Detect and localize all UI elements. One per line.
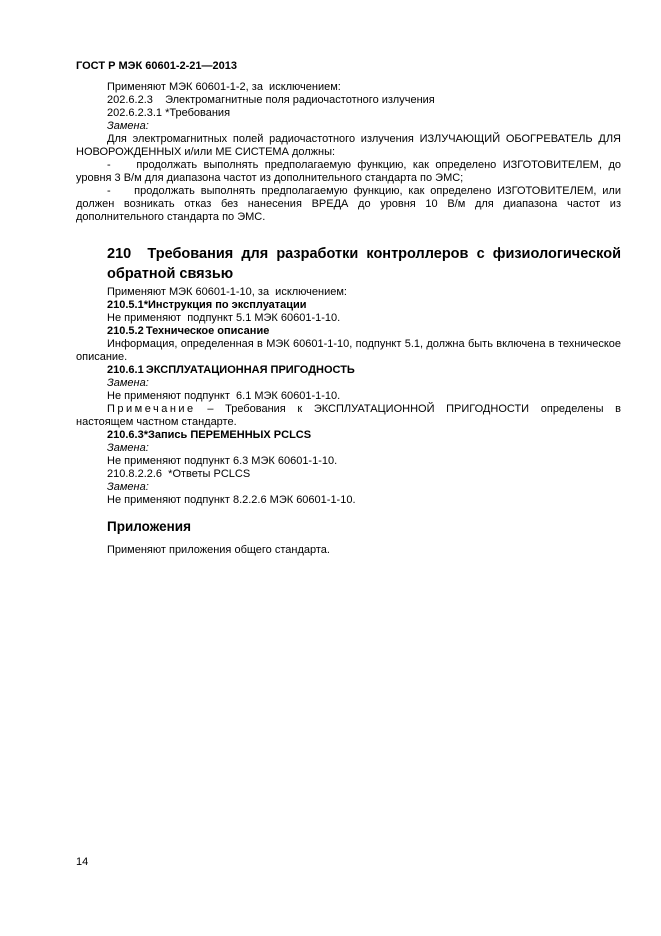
clause-210-5-1-body: Не применяют подпункт 5.1 МЭК 60601-1-10.: [107, 312, 341, 324]
clause-210-5-2-heading: 210.5.2 Техническое описание: [107, 325, 270, 337]
clause-202-6-2-3-1: 202.6.2.3.1 *Требования: [107, 107, 231, 119]
rf-bullet-1: - продолжать выполнять предполагаемую функцию, как определено ИЗГОТОВИТЕЛЕМ, до уровня 3 В/м для диапазона частот из дополнительного стандарта по ЭМС;: [76, 159, 621, 184]
usability-note: [76, 403, 621, 429]
rf-bullet-2: - продолжать выполнять предполагаемую функцию, как определено ИЗГОТОВИТЕЛЕМ, или должен возникать отказ без нанесения ВРЕДА до уровня 10 В/м для диапазона частот из дополнительного стандарта по ЭМС.: [76, 185, 621, 223]
rf-fields-intro: Для электромагнитных полей радиочастотного излучения ИЗЛУЧАЮЩИЙ ОБОГРЕВАТЕЛЬ ДЛЯ НОВОРОЖДЕННЫХ и/или МЕ СИСТЕМА должны:: [76, 133, 621, 158]
clause-202-6-2-3: 202.6.2.3 Электромагнитные поля радиочастотного излучения: [107, 94, 435, 106]
page-number: 14: [76, 856, 89, 868]
clause-210-6-3-body: Не применяют подпункт 6.3 МЭК 60601-1-10.: [107, 455, 338, 467]
clause-210-8-2-2-6-body: Не применяют подпункт 8.2.2.6 МЭК 60601-1-10.: [107, 494, 356, 506]
section-210-heading: 210 Требования для разработки контроллеров с физиологической обратной связью: [107, 246, 621, 282]
note-text: – Требования к ЭКСПЛУАТАЦИОННОЙ ПРИГОДНОСТИ определены в настоящем частном стандарте.: [76, 403, 621, 428]
replacement-label-210-6-1: Замена:: [107, 377, 149, 389]
appendix-heading: Приложения: [107, 519, 191, 534]
appendix-body: Применяют приложения общего стандарта.: [107, 544, 330, 556]
replacement-label-210-8: Замена:: [107, 481, 149, 493]
replacement-label-210-6-3: Замена:: [107, 442, 149, 454]
clause-210-6-3-heading: 210.6.3*Запись ПЕРЕМЕННЫХ PCLCS: [107, 429, 312, 441]
standard-number-header: ГОСТ Р МЭК 60601-2-21—2013: [76, 60, 237, 72]
clause-210-5-2-body: Информация, определенная в МЭК 60601-1-10, подпункт 5.1, должна быть включена в техническое описание.: [76, 338, 621, 363]
clause-210-6-1-heading: 210.6.1 ЭКСПЛУАТАЦИОННАЯ ПРИГОДНОСТЬ: [107, 364, 355, 376]
clause-210-apply: Применяют МЭК 60601-1-10, за исключением:: [107, 286, 347, 298]
clause-210-6-1-body: Не применяют подпункт 6.1 МЭК 60601-1-10.: [107, 390, 341, 402]
document-content: [76, 60, 621, 557]
clause-202-apply: Применяют МЭК 60601-1-2, за исключением:: [107, 81, 341, 93]
replacement-label-202: Замена:: [107, 120, 149, 132]
note-label: Примечание: [107, 403, 196, 415]
clause-210-8-2-2-6-heading: 210.8.2.2.6 *Ответы PCLCS: [107, 468, 251, 480]
clause-210-5-1-heading: 210.5.1*Инструкция по эксплуатации: [107, 299, 307, 311]
